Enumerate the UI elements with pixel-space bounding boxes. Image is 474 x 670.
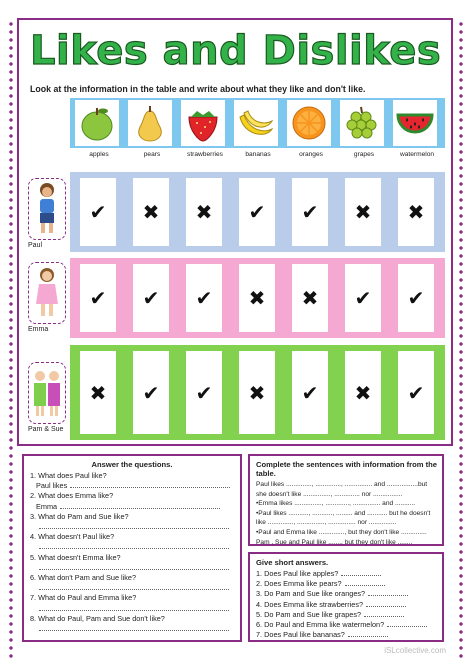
answer-line[interactable] xyxy=(36,481,240,491)
complete-sentence: she doesn't like ..............., .............. nor ................ xyxy=(256,490,403,498)
apple-icon xyxy=(77,103,117,143)
short-answer-line[interactable] xyxy=(366,600,406,607)
short-question-text: 5. Do Pam and Sue like grapes? xyxy=(256,609,362,619)
question-text: 4. What doesn't Paul like? xyxy=(30,532,115,542)
mark-cell: ✖ xyxy=(186,178,222,246)
question-text: 6. What don't Pam and Sue like? xyxy=(30,573,137,583)
mark-cell: ✔ xyxy=(80,264,116,332)
answer-prefix: Paul likes xyxy=(36,481,68,491)
mark-cell: ✔ xyxy=(133,264,169,332)
row-paul xyxy=(70,172,445,252)
orange-icon xyxy=(289,103,329,143)
question-text: 1. What does Paul like? xyxy=(30,471,107,480)
kid-paul xyxy=(28,178,68,249)
kid-emma xyxy=(28,262,68,333)
short-answer-line[interactable] xyxy=(348,630,388,637)
complete-sentence: like .............., ..............., ............... nor ............... xyxy=(256,519,397,527)
short-question xyxy=(256,589,442,599)
fruit-watermelon xyxy=(393,100,437,146)
row-emma xyxy=(70,258,445,338)
short-answer-line[interactable] xyxy=(387,620,427,627)
short-question-text: 3. Do Pam and Sue like oranges? xyxy=(256,589,366,599)
mark-cell: ✔ xyxy=(239,178,275,246)
mark-cell: ✖ xyxy=(292,264,328,332)
answer-line[interactable] xyxy=(36,563,240,573)
short-answer-line[interactable] xyxy=(341,569,381,576)
fruit-bananas xyxy=(234,100,278,146)
left-dot-border xyxy=(8,20,14,660)
mark-cell: ✔ xyxy=(398,351,434,434)
mark-cell: ✔ xyxy=(398,264,434,332)
answer-line[interactable] xyxy=(36,604,240,614)
short-answers-box xyxy=(248,552,444,642)
grapes-icon xyxy=(342,103,382,143)
mark-cell: ✖ xyxy=(398,178,434,246)
boy-icon xyxy=(34,182,60,236)
complete-sentence: Paul likes .............., .............., ............... and .................but xyxy=(256,481,428,488)
fruit-label-strawberries: strawberries xyxy=(187,151,223,158)
mark-cell: ✖ xyxy=(239,264,275,332)
mark-cell: ✖ xyxy=(80,351,116,434)
answer-prefix: Emma xyxy=(36,501,58,511)
kid-name-pam-sue: Pam & Sue xyxy=(28,426,64,433)
short-question xyxy=(256,600,442,610)
question-text: 3. What do Pam and Sue like? xyxy=(30,511,129,521)
short-question-text: 1. Does Paul like apples? xyxy=(256,569,339,578)
row-pam-sue xyxy=(70,345,445,440)
answer-line[interactable] xyxy=(36,502,240,512)
paul-picture xyxy=(28,178,66,240)
complete-sentence: •Emma likes ..............., ............., ............... and ........... xyxy=(256,500,416,508)
questions-box xyxy=(22,454,242,642)
fruit-label-oranges: oranges xyxy=(299,151,323,158)
fruit-strawberries xyxy=(181,100,225,146)
short-question-text: 7. Does Paul like bananas? xyxy=(256,630,345,640)
question-text: 2. What does Emma like? xyxy=(30,491,114,501)
complete-sentence: •Paul likes ..........., ..........., ......... and ........... but he doesn't xyxy=(256,509,431,517)
right-dot-border xyxy=(458,20,464,660)
question-text: 8. What do Paul, Pam and Sue don't like? xyxy=(30,613,165,623)
kid-pam-sue xyxy=(28,362,68,433)
kid-name-paul: Paul xyxy=(28,242,43,249)
short-question-text: 6. Do Paul and Emma like watermelon? xyxy=(256,620,385,630)
mark-cell: ✖ xyxy=(239,351,275,434)
question-text: 5. What doesn't Emma like? xyxy=(30,552,121,562)
watermelon-icon xyxy=(395,103,435,143)
complete-sentence: •Paul and Emma like .............., but they don't like .............. xyxy=(256,528,427,536)
pam-sue-picture xyxy=(28,362,66,424)
watermark: iSLcollective.com xyxy=(384,646,446,655)
short-question xyxy=(256,620,442,630)
answer-line[interactable] xyxy=(36,624,240,634)
mark-cell: ✖ xyxy=(133,178,169,246)
kid-name-emma: Emma xyxy=(28,326,49,333)
mark-cell: ✔ xyxy=(345,264,381,332)
question-text: 7. What do Paul and Emma like? xyxy=(30,593,137,603)
pear-icon xyxy=(130,103,170,143)
questions-header: Answer the questions. xyxy=(91,460,173,469)
instruction-text: Look at the information in the table and write about what they like and don't like. xyxy=(30,84,366,94)
fruit-label-bananas: bananas xyxy=(245,151,271,158)
banana-icon xyxy=(236,103,276,143)
girl-icon xyxy=(34,266,60,320)
mark-cell: ✔ xyxy=(186,264,222,332)
answer-line[interactable] xyxy=(36,542,240,552)
mark-cell: ✔ xyxy=(186,351,222,434)
mark-cell: ✔ xyxy=(133,351,169,434)
fruit-header-bar xyxy=(70,98,445,148)
fruit-apples xyxy=(75,100,119,146)
mark-cell: ✖ xyxy=(345,351,381,434)
short-question xyxy=(256,630,442,640)
complete-box xyxy=(248,454,444,546)
twins-icon xyxy=(31,366,63,420)
short-question-text: 2. Does Emma like pears? xyxy=(256,579,342,589)
short-question xyxy=(256,569,442,579)
answer-line[interactable] xyxy=(36,522,240,532)
fruit-oranges xyxy=(287,100,331,146)
fruit-label-grapes: grapes xyxy=(353,151,375,158)
page-title: Likes and Dislikes xyxy=(30,28,442,74)
complete-header: Complete the sentences with information from the table. xyxy=(256,460,438,478)
fruit-label-pears: pears xyxy=(143,151,161,158)
mark-cell: ✔ xyxy=(292,351,328,434)
mark-cell: ✔ xyxy=(80,178,116,246)
short-header: Give short answers. xyxy=(256,558,329,567)
mark-cell: ✖ xyxy=(345,178,381,246)
fruit-pears xyxy=(128,100,172,146)
strawberry-icon xyxy=(183,103,223,143)
answer-line[interactable] xyxy=(36,583,240,593)
short-answer-line[interactable] xyxy=(345,579,385,586)
short-answer-line[interactable] xyxy=(364,610,404,617)
short-question xyxy=(256,610,442,620)
fruit-grapes xyxy=(340,100,384,146)
fruit-label-apples: apples xyxy=(89,151,109,158)
complete-sentence: Pam , Sue and Paul like ......., but they don't like ........ xyxy=(256,538,413,546)
short-answer-line[interactable] xyxy=(368,589,408,596)
short-question xyxy=(256,579,442,589)
emma-picture xyxy=(28,262,66,324)
mark-cell: ✔ xyxy=(292,178,328,246)
short-question-text: 4. Does Emma like strawberries? xyxy=(256,599,364,609)
fruit-label-watermelon: watermelon xyxy=(399,151,435,158)
